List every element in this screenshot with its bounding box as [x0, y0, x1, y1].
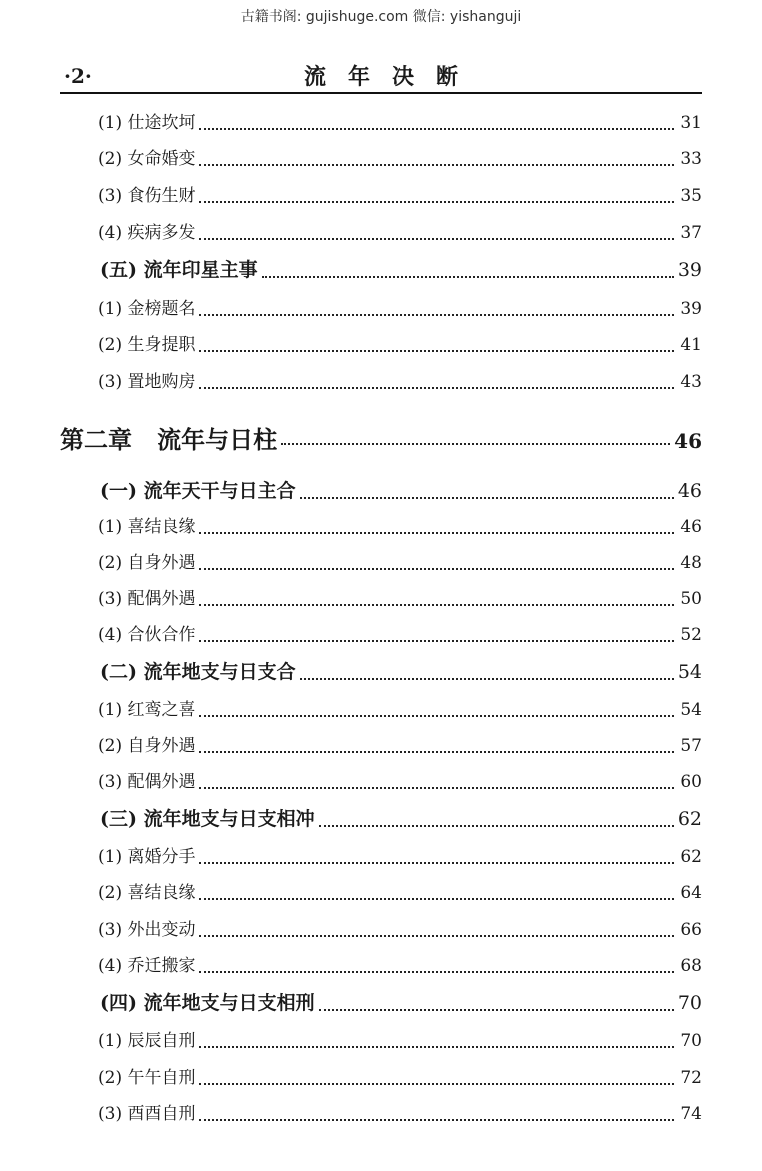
toc-entry [98, 548, 702, 580]
dot-leader [199, 626, 674, 642]
toc-entry-label: (4) 乔迁搬家 [98, 956, 196, 976]
dot-leader [199, 336, 674, 352]
toc-entry [98, 767, 702, 799]
dot-leader [199, 773, 674, 789]
toc-section-page: 70 [677, 992, 702, 1014]
toc-entry-page: 70 [680, 1031, 702, 1051]
dot-leader [199, 737, 674, 753]
dot-leader [199, 1105, 674, 1121]
toc-entry-label: (3) 置地购房 [98, 372, 196, 392]
toc-entry [98, 294, 702, 326]
toc-section-page: 54 [677, 661, 702, 683]
toc-entry-page: 54 [680, 700, 702, 720]
toc-section-label: (三) 流年地支与日支相冲 [100, 808, 315, 830]
dot-leader [300, 481, 674, 498]
toc-entry [98, 842, 702, 874]
toc-entry-page: 31 [680, 113, 702, 133]
toc-entry-label: (2) 自身外遇 [98, 553, 196, 573]
dot-leader [281, 423, 670, 444]
toc-entry [98, 1063, 702, 1095]
toc-entry-page: 48 [680, 553, 702, 573]
toc-entry [98, 1026, 702, 1058]
toc-entry-page: 64 [680, 883, 702, 903]
dot-leader [199, 518, 674, 534]
toc-entry-label: (3) 酉酉自刑 [98, 1104, 196, 1124]
dot-leader [199, 884, 674, 900]
toc-entry [98, 218, 702, 250]
toc-entry [98, 330, 702, 362]
dot-leader [199, 554, 674, 570]
toc-entry-label: (3) 配偶外遇 [98, 772, 196, 792]
toc-section-label: (五) 流年印星主事 [100, 259, 258, 281]
toc-chapter-page: 46 [674, 429, 702, 453]
toc-entry-label: (4) 疾病多发 [98, 223, 196, 243]
book-title: 流年决断 [303, 64, 480, 90]
dot-leader [199, 187, 674, 203]
toc-entry-label: (3) 配偶外遇 [98, 589, 196, 609]
toc-section [100, 255, 702, 287]
toc-entry-page: 66 [680, 920, 702, 940]
page-number: ·2· [64, 64, 92, 88]
toc-section-page: 46 [677, 480, 702, 502]
toc-entry-label: (2) 午午自刑 [98, 1068, 196, 1088]
toc-entry [98, 1099, 702, 1131]
dot-leader [199, 590, 674, 606]
toc-entry [98, 144, 702, 176]
toc-section [100, 476, 702, 508]
dot-leader [199, 114, 674, 130]
toc-entry-page: 33 [680, 149, 702, 169]
toc-entry-page: 43 [680, 372, 702, 392]
dot-leader [262, 260, 674, 277]
toc-entry-label: (1) 金榜题名 [98, 299, 196, 319]
toc-entry-label: (2) 生身提职 [98, 335, 196, 355]
toc-section-page: 62 [677, 808, 702, 830]
toc-section-label: (一) 流年天干与日主合 [100, 480, 296, 502]
dot-leader [199, 373, 674, 389]
watermark-text: 古籍书阁: gujishuge.com 微信: yishanguji [240, 9, 522, 25]
toc-section [100, 657, 702, 689]
toc-chapter-label: 第二章 流年与日柱 [60, 425, 278, 454]
toc-section-label: (二) 流年地支与日支合 [100, 661, 296, 683]
toc-entry-page: 50 [680, 589, 702, 609]
toc-entry [98, 731, 702, 763]
toc-entry-page: 57 [680, 736, 702, 756]
toc-entry-page: 68 [680, 956, 702, 976]
dot-leader [199, 921, 674, 937]
toc-entry-page: 37 [680, 223, 702, 243]
toc-entry-page: 62 [680, 847, 702, 867]
toc-entry-page: 35 [680, 186, 702, 206]
toc-entry [98, 181, 702, 213]
dot-leader [300, 662, 674, 679]
dot-leader [199, 300, 674, 316]
dot-leader [319, 993, 674, 1010]
toc-section-page: 39 [677, 259, 702, 281]
dot-leader [199, 848, 674, 864]
toc-entry [98, 695, 702, 727]
toc-entry-label: (1) 仕途坎坷 [98, 113, 196, 133]
toc-entry-page: 39 [680, 299, 702, 319]
toc-entry [98, 512, 702, 544]
toc-entry-label: (1) 喜结良缘 [98, 517, 196, 537]
toc-entry-label: (2) 喜结良缘 [98, 883, 196, 903]
dot-leader [199, 957, 674, 973]
toc-entry-page: 52 [680, 625, 702, 645]
toc-entry-label: (1) 红鸾之喜 [98, 700, 196, 720]
toc-chapter [60, 420, 702, 452]
toc-entry-label: (2) 自身外遇 [98, 736, 196, 756]
toc-entry-page: 41 [680, 335, 702, 355]
toc-entry-label: (1) 辰辰自刑 [98, 1031, 196, 1051]
toc-entry-page: 72 [680, 1068, 702, 1088]
toc-entry [98, 915, 702, 947]
toc-entry [98, 108, 702, 140]
toc-entry-label: (3) 食伤生财 [98, 186, 196, 206]
page-header [60, 58, 702, 94]
toc-entry-label: (3) 外出变动 [98, 920, 196, 940]
dot-leader [199, 224, 674, 240]
dot-leader [199, 150, 674, 166]
dot-leader [319, 809, 674, 826]
toc-section [100, 988, 702, 1020]
toc-section-label: (四) 流年地支与日支相刑 [100, 992, 315, 1014]
toc-entry-page: 74 [680, 1104, 702, 1124]
toc-entry-label: (2) 女命婚变 [98, 149, 196, 169]
toc-entry [98, 878, 702, 910]
toc-entry [98, 367, 702, 399]
toc-entry-page: 60 [680, 772, 702, 792]
dot-leader [199, 1069, 674, 1085]
dot-leader [199, 701, 674, 717]
toc-entry-label: (4) 合伙合作 [98, 625, 196, 645]
toc-entry [98, 620, 702, 652]
toc-entry-label: (1) 离婚分手 [98, 847, 196, 867]
toc-section [100, 804, 702, 836]
toc-entry-page: 46 [680, 517, 702, 537]
toc-entry [98, 584, 702, 616]
dot-leader [199, 1032, 674, 1048]
toc-entry [98, 951, 702, 983]
